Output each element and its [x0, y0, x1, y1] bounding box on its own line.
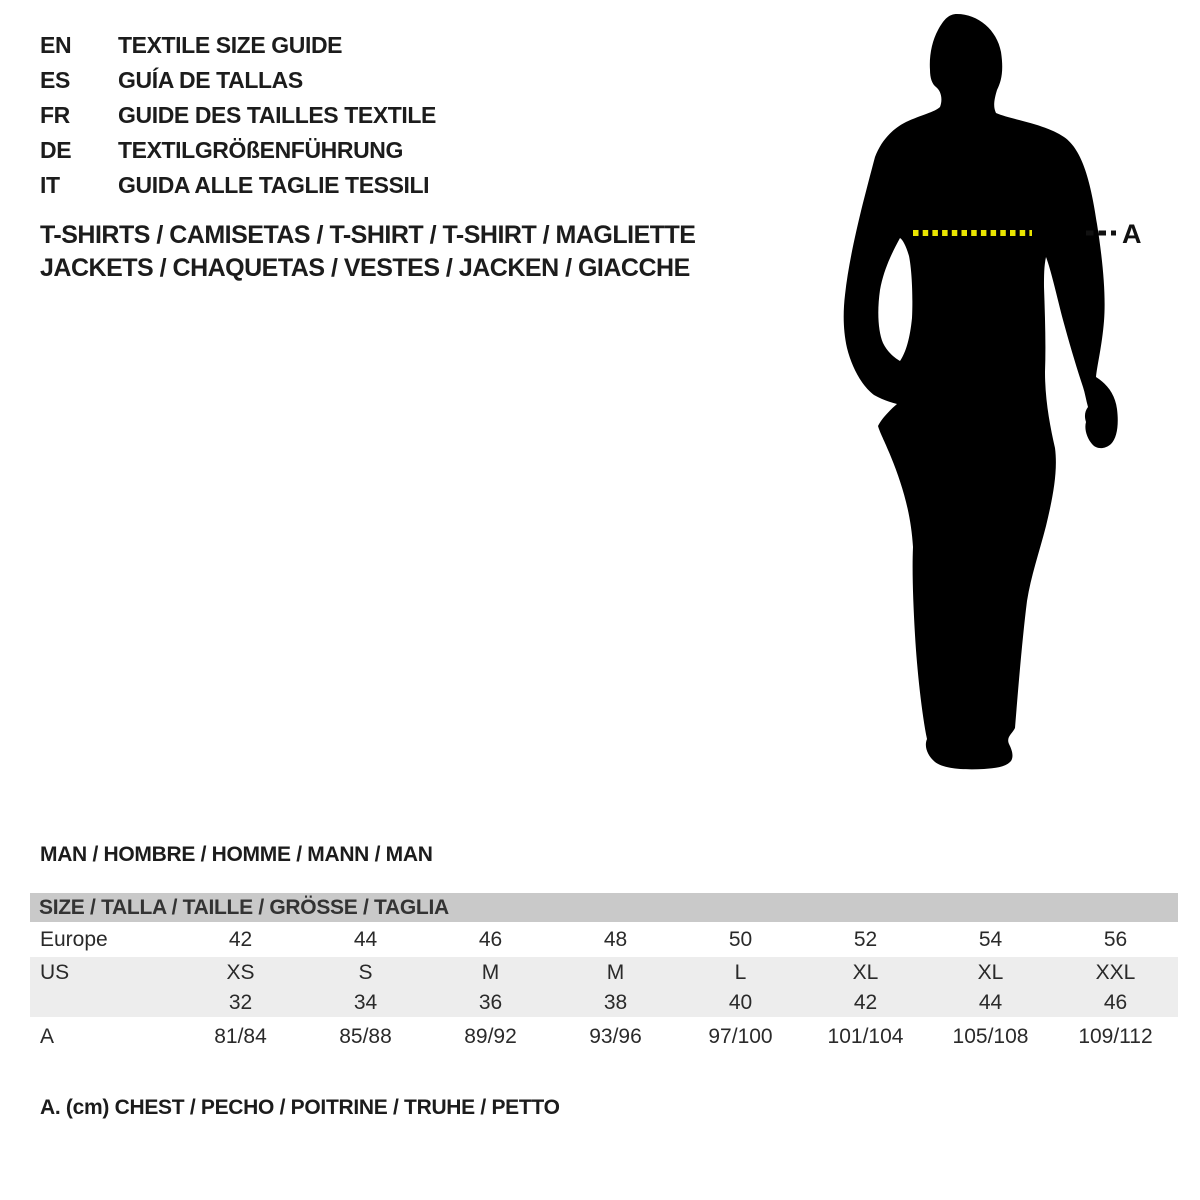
size-cell: XL: [852, 960, 879, 984]
table-row: [30, 988, 1178, 1017]
size-cell: 42: [228, 927, 253, 951]
size-cell: 105/108: [952, 1024, 1029, 1048]
size-cell: 50: [728, 927, 753, 951]
language-row-de: [40, 133, 436, 168]
measure-footnote: A. (cm) CHEST / PECHO / POITRINE / TRUHE / PETTO: [40, 1096, 560, 1119]
language-row-fr: [40, 98, 436, 133]
language-title: GUIDA ALLE TAGLIE TESSILI: [118, 172, 430, 198]
size-cell: 44: [978, 990, 1003, 1014]
row-label: [30, 988, 178, 1017]
language-code: IT: [40, 172, 60, 198]
man-silhouette-figure: [830, 0, 1175, 800]
chest-measure-label: A: [1122, 219, 1142, 249]
size-cell: 85/88: [339, 1024, 392, 1048]
row-label: Europe: [40, 927, 108, 951]
size-cell: S: [358, 960, 373, 984]
size-cell: 34: [353, 990, 378, 1014]
table-row: [30, 922, 1178, 957]
language-code: ES: [40, 67, 70, 93]
table-row: [30, 1017, 1178, 1056]
size-cell: 101/104: [827, 1024, 904, 1048]
category-list: [40, 219, 695, 285]
table-row: [30, 957, 1178, 988]
size-cell: 38: [603, 990, 628, 1014]
size-cell: 40: [728, 990, 753, 1014]
size-cell: M: [606, 960, 625, 984]
language-title: GUIDE DES TAILLES TEXTILE: [118, 102, 436, 128]
size-cell: 52: [853, 927, 878, 951]
row-label: US: [40, 960, 70, 984]
size-cell: 32: [228, 990, 253, 1014]
size-cell: 54: [978, 927, 1003, 951]
size-cell: 42: [853, 990, 878, 1014]
size-cell: 109/112: [1078, 1024, 1153, 1048]
row-label: A: [40, 1024, 55, 1048]
size-cell: XL: [977, 960, 1004, 984]
size-cell: L: [734, 960, 747, 984]
language-row-it: [40, 168, 436, 203]
size-cell: 46: [478, 927, 503, 951]
size-table-header-row: [30, 893, 1178, 922]
language-title: TEXTILGRÖßENFÜHRUNG: [118, 137, 403, 163]
section-title-man: MAN / HOMBRE / HOMME / MANN / MAN: [40, 843, 433, 866]
size-cell: XXL: [1095, 960, 1136, 984]
language-row-es: [40, 63, 436, 98]
language-list: [40, 28, 436, 203]
language-title: TEXTILE SIZE GUIDE: [118, 32, 343, 58]
size-cell: 44: [353, 927, 378, 951]
man-silhouette: [844, 14, 1118, 769]
size-cell: 36: [478, 990, 503, 1014]
language-row-en: [40, 28, 436, 63]
size-cell: 56: [1103, 927, 1128, 951]
language-code: FR: [40, 102, 70, 128]
size-cell: 46: [1103, 990, 1128, 1014]
size-table-header: SIZE / TALLA / TAILLE / GRÖSSE / TAGLIA: [30, 893, 1178, 922]
language-title: GUÍA DE TALLAS: [118, 67, 303, 93]
size-table: [30, 893, 1178, 1056]
size-cell: 89/92: [464, 1024, 517, 1048]
size-cell: 48: [603, 927, 628, 951]
size-cell: M: [481, 960, 500, 984]
language-code: DE: [40, 137, 72, 163]
category-line-tshirts: T-SHIRTS / CAMISETAS / T-SHIRT / T-SHIRT / MAGLIETTE: [40, 221, 696, 249]
language-code: EN: [40, 32, 72, 58]
size-cell: XS: [226, 960, 255, 984]
category-line-jackets: JACKETS / CHAQUETAS / VESTES / JACKEN / GIACCHE: [40, 254, 690, 282]
size-cell: 93/96: [589, 1024, 642, 1048]
size-cell: 97/100: [708, 1024, 773, 1048]
size-cell: 81/84: [214, 1024, 267, 1048]
